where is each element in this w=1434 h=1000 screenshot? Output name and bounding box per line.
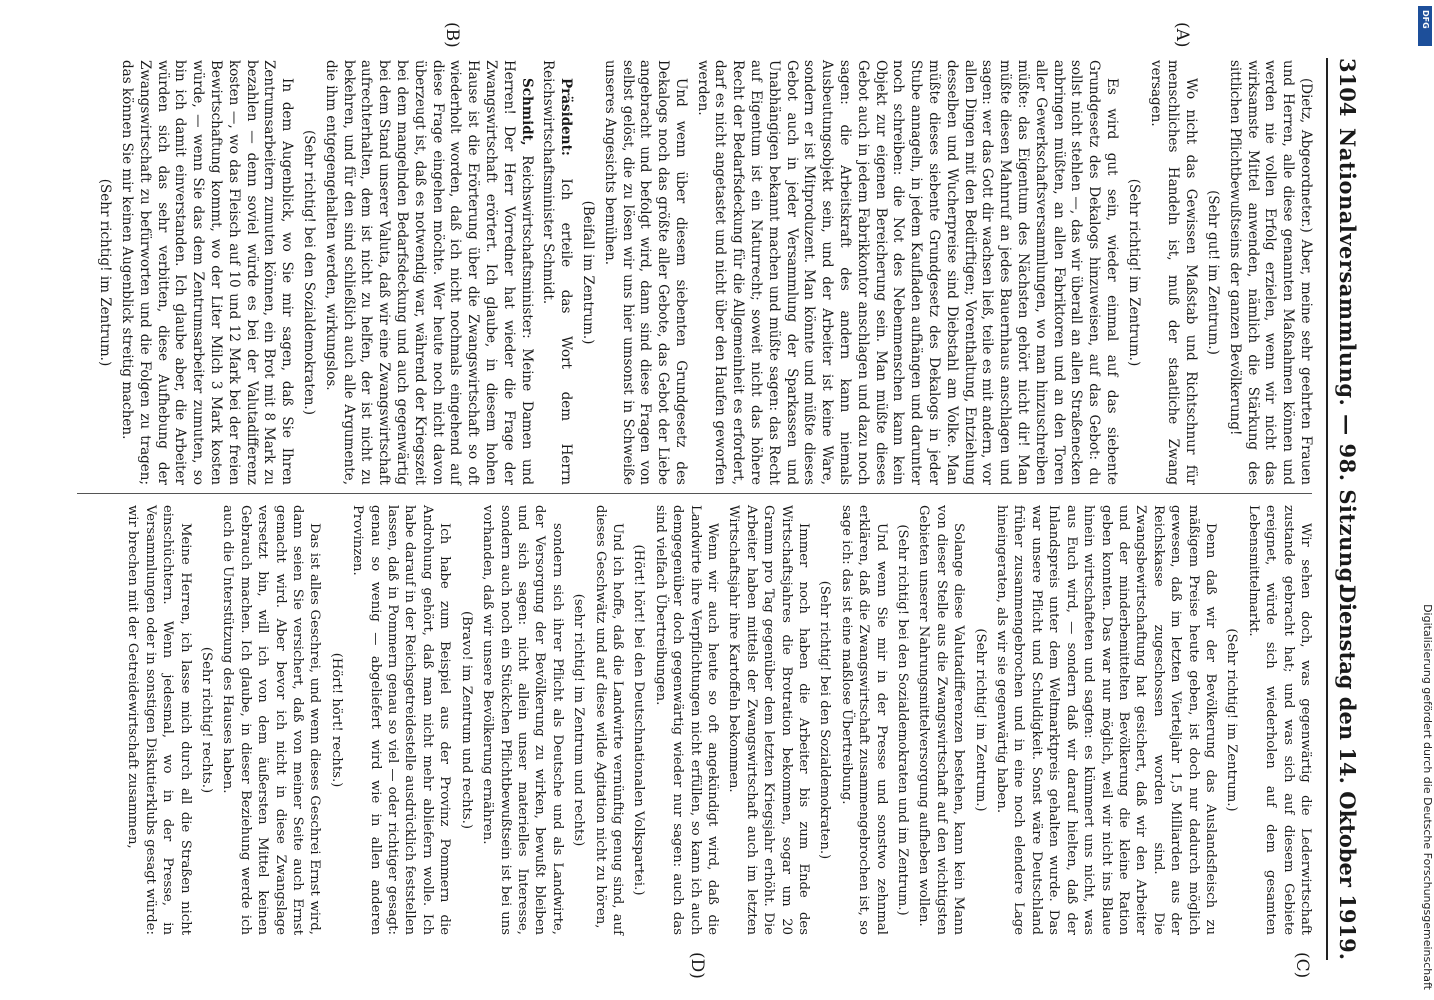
interjection: (Sehr richtig! im Zentrum.) (972, 628, 988, 812)
body-paragraph: Meine Herren, ich lasse mich durch all die Straßen nicht einschüchtern. Wenn jedesmal, wo in der Presse, in Versammlungen oder in sonstigen Diskutierklubs gesagt würde: wir brechen mit der Getreidewirtschaft zusammen, (125, 505, 193, 935)
body-paragraph: Wir sehen doch, was gegenwärtig die Lederwirtschaft zustande gebracht hat; und was sich auf diesem Gebiete ereignet, würde sich wiederholen auf dem gesamten Lebensmittelmarkt. (1245, 505, 1313, 935)
speaker-text: Ich erteile das Wort dem Herrn Reichswirtschaftsminister Schmidt. (540, 60, 575, 485)
margin-label-a: (A) (1172, 22, 1192, 48)
interjection: (Beifall im Zentrum.) (579, 200, 596, 345)
column-divider (77, 493, 1312, 494)
dfg-logo-text: DFG (1421, 10, 1430, 29)
body-paragraph: Ich habe zum Beispiel aus der Provinz Pommern die Androhung gehört, daß man nicht mehr abliefern wolle. Ich habe darauf in der Reichsgetreidestelle ausdrücklich feststellen lassen, daß in Pommern genau so viel — oder richtiger gesagt: genau so wenig — abgeliefert wird wie in allen anderen Provinzen. (350, 505, 453, 935)
body-paragraph: Wenn wir auch heute so oft angekündigt wird, daß die Landwirte ihre Verpflichtungen nicht erfüllen, so kann ich auch demgegenüber doch gegenwärtig wieder nur sagen: auch das sind vielfach Übertreibungen. (652, 505, 720, 935)
interjection: (Sehr richtig! bei den Sozialdemokraten.) (300, 129, 317, 415)
page-header (1326, 58, 1366, 960)
speaker-name: Präsident: (558, 78, 575, 156)
body-paragraph: Und wenn über diesem siebenten Grundgesetz des Dekalogs noch das größte aller Gebote, das Gebot der Liebe angebracht und befolgt wird, dann sind diese Fragen von selbst gelöst, die zu lösen wir uns hier umsonst in Schweiße unseres Angesichts bemühen. (601, 60, 689, 485)
interjection: (Bravo! im Zentrum und rechts.) (458, 610, 474, 830)
interjection: (sehr richtig! im Zentrum und rechts) (571, 593, 587, 847)
interjection: (Hört! hört! bei den Deutschnationalen Volkspartei.) (631, 544, 647, 896)
interjection: (Sehr gut! im Zentrum.) (1205, 190, 1222, 355)
margin-label-b: (B) (442, 22, 462, 48)
dfg-logo (1418, 6, 1432, 46)
digitization-notice: Digitalisierung gefördert durch die Deutsche Forschungsgemeinschaft (1421, 604, 1434, 990)
speaker-name: Schmidt, (518, 78, 535, 146)
interjection: (Sehr richtig! rechts.) (199, 646, 215, 794)
body-paragraph: Solange diese Valutadifferenzen bestehen, kann kein Mann von dieser Stelle aus die Zwangswirtschaft auf den wichtigsten Gebieten unserer Nahrungsmittelversorgung aufheben wollen. (916, 505, 967, 935)
body-paragraph: Wo nicht das Gewissen Maßstab und Richtschnur für menschliches Handeln ist, muß der staatliche Zwang versagen. (1147, 60, 1200, 485)
interjection: (Sehr richtig! im Zentrum.) (1224, 628, 1240, 812)
body-paragraph: (Dietz, Abgeordneter.) Aber, meine sehr geehrten Frauen und Herren, alle diese genannten Maßnahmen können und werden nie vollen Erfolg erzielen, wenn wir nicht das wirksamste Mittel anwenden, nämlich die Stärkung des sittlichen Pflichtbewußtseins der ganzen Bevölkerung! (1226, 60, 1314, 485)
interjection: (Hört! hört! rechts.) (328, 652, 344, 788)
left-column (91, 60, 1314, 485)
speaker-paragraph (321, 60, 535, 485)
body-paragraph: Und wenn Sie mir in der Presse und sonstwo zehnmal erklären, daß die Zwangswirtschaft zusammengebrochen ist, so sage ich: das ist eine maßlose Übertreibung. (838, 505, 889, 935)
body-paragraph: Es wird gut sein, wieder einmal auf das siebente Grundgesetz des Dekalogs hinzuweisen, auf das Gebot: du sollst nicht stehlen —, das wir überall an allen Straßenecken anbringen müßten, an allen Fabriktoren und an den Toren aller Gewerkschaftsversammlungen, wo man hinzuschreiben müßte: das Eigentum des Nächsten gehört nicht dir! Man müßte diesen Mahnruf an jedes Bauernhaus anschlagen und sagen: wer das Gott dir wachsen ließ, teile es mit andern, vor allen Dingen mit den Bedürftigen; Vorenthaltung, Entziehung desselben und Wucherpreise sind Diebstahl am Volke. Man müßte dieses siebente Grundgesetz des Dekalogs in jeder Stube annageln, in jedem Kaufladen aufhängen und darunter noch schreiben: die Not des Nebenmenschen kann kein Objekt zur eigenen Bereicherung sein. Man müßte dieses Gebot auch in jedem Fabrikkontor anschlagen und dazu noch sagen: die Arbeitskraft des andern kann niemals Ausbeutungsobjekt sein, und der Arbeiter ist keine Ware, sondern er ist Mitproduzent. Man könnte und müßte dieses Gebot auch in jeder Versammlung der Sparkassen und Unabhängigen bekannt machen und müßte sagen: das Recht auf Eigentum ist ein Naturrecht; soweit nicht das höhere Recht der Bedarfsdeckung für die Allgemeinheit es erfordert, darf es nicht angetastet und nicht über den Haufen geworfen werden. (694, 60, 1121, 485)
body-paragraph: sondern sich ihrer Pflicht als Deutsche und als Landwirte, der Versorgung der Bevölkerung zu wirken, bewußt bleiben und sich sagen: nicht allein unser materielles Interesse, sondern auch noch ein Stückchen Pflichtbewußtsein ist bei uns vorhanden, daß wir unsere Bevölkerung ernähren. (480, 505, 565, 935)
body-paragraph: Immer noch haben die Arbeiter bis zum Ende des Wirtschaftsjahres die Brotration bekommen, sogar um 20 Gramm pro Tag gegenüber dem letzten Kriegsjahr erhöht. Die Arbeiter haben mittels der Zwangswirtschaft auch im letzten Wirtschaftsjahr ihre Kartoffeln bekommen. (726, 505, 812, 935)
session-date: Dienstag den 14. Oktober 1919. (1335, 584, 1360, 960)
speaker-text: Reichswirtschaftsminister: Meine Damen und Herren! Der Herr Vorredner hat wieder die Frage der Zwangswirtschaft erörtert. Ich glaube, in diesem hohen Hause ist die Erörterung über die Zwangswirtschaft so oft wiederholt worden, daß ich nicht nochmals eingehend auf diese Frage eingehen möchte. Wer heute noch nicht davon überzeugt ist, daß es notwendig war, während der Kriegszeit bei dem mangelnden Bedarfsdeckung und auch gegenwärtig bei dem Stand unserer Valuta, daß wir eine Zwangswirtschaft aufrechterhalten, dem ist nicht zu helfen, der ist nicht zu bekehren, und für den sind schließlich auch alle Argumente, die ihm entgegengehalten werden, wirkungslos. (322, 60, 535, 485)
body-paragraph: Denn daß wir der Bevölkerung das Auslandsfleisch zu mäßigem Preise heute geben, ist doch nur dadurch möglich gewesen, daß im letzten Vierteljahr 1,5 Milliarden aus der Reichskasse zugeschossen worden sind. Die Zwangsbewirtschaftung hat gesichert, daß wir den Arbeiter und der minderbemittelten Bevölkerung die kleine Ration geben konnten. Das war nur möglich, weil wir nicht ins Blaue hinein wirtschafteten und sagten: es kümmert uns nicht, was aus Euch wird, — sondern daß wir darauf hielten, daß der Inlandspreis unter dem Weltmarktpreis gehalten wurde. Das war unsere Pflicht und Schuldigkeit. Sonst wäre Deutschland früher zusammengebrochen und in eine noch elendere Lage hineingeraten, als wir sie gegenwärtig haben. (994, 505, 1218, 935)
right-column (120, 505, 1314, 935)
session-title: Nationalversammlung. — 98. Sitzung. (1335, 128, 1360, 591)
margin-label-d: (D) (687, 952, 707, 979)
interjection: (Sehr richtig! im Zentrum.) (1125, 178, 1142, 367)
page-number: 3104 (1335, 58, 1360, 117)
scanned-page (42, 0, 1392, 1000)
body-paragraph: In dem Augenblick, wo Sie mir sagen, daß Sie Ihren Zentrumsarbeitern zumuten können, ein Brot mit 8 Mark zu bezahlen — denn soviel würde es bei der Valutadifferenz kosten —, wo das Fleisch auf 10 und 12 Mark bei der freien Bewirtschaftung kommt, wo der Liter Milch 3 Mark kosten würde, — wenn Sie das dem Zentrumsarbeiter zumuten, so bin ich damit einverstanden. Ich glaube aber, die Arbeiter würden sich das sehr verbitten, diese Aufhebung der Zwangswirtschaft zu befürworten und die Folgen zu tragen; das können Sie mir keinen Augenblick streitig machen. (119, 60, 296, 485)
interjection: (Sehr richtig! im Zentrum.) (97, 178, 114, 367)
body-paragraph: Das ist alles Geschrei, und wenn dieses Geschrei Ernst wird, dann seien Sie versichert, daß von meiner Seite auch Ernst gemacht wird. Aber bevor ich nicht in diese Zwangslage versetzt bin, will ich von dem äußersten Mittel keinen Gebrauch machen. Ich glaube, in dieser Beziehung werde ich auch die Unterstützung des Hauses haben. (220, 505, 323, 935)
interjection: (Sehr richtig! bei den Sozialdemokraten.) (817, 580, 833, 860)
speaker-paragraph (539, 60, 575, 485)
interjection: (Sehr richtig! bei den Sozialdemokraten und im Zentrum.) (895, 524, 911, 916)
margin-label-c: (C) (1292, 952, 1312, 979)
body-paragraph: Und ich hoffe, daß die Landwirte vernünftig genug sind, auf dieses Geschwätz und auf diese wilde Agitation nicht zu hören, (592, 505, 625, 935)
